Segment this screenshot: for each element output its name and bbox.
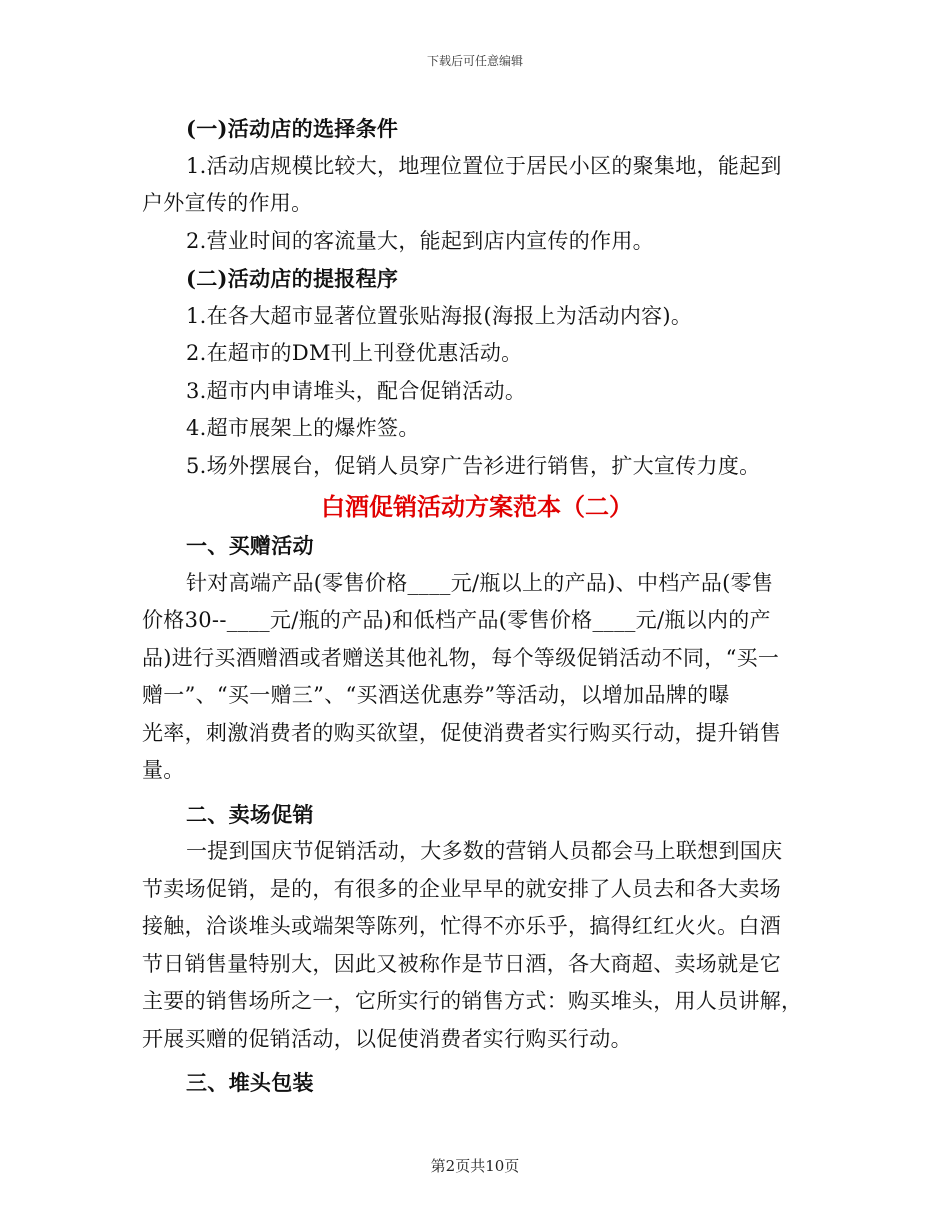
paragraph-line: 1.活动店规模比较大，地理位置位于居民小区的聚集地，能起到 — [186, 153, 782, 178]
page-header: 下载后可任意编辑 — [426, 54, 523, 68]
paragraph-line: 节卖场促销，是的，有很多的企业早早的就安排了人员去和各大卖场 — [142, 876, 781, 901]
section-heading: (二)活动店的提报程序 — [186, 266, 399, 291]
paragraph-line: 一提到国庆节促销活动，大多数的营销人员都会马上联想到国庆 — [186, 839, 783, 863]
paragraph-line: 赠一”、“买一赠三”、“买酒送优惠券”等活动，以增加品牌的曝 — [142, 683, 730, 707]
paragraph-line: 主要的销售场所之一，它所实行的销售方式：购买堆头，用人员讲解， — [142, 989, 803, 1013]
paragraph-line: 户外宣传的作用。 — [142, 191, 313, 215]
section-heading: 一、买赠活动 — [186, 533, 314, 558]
list-item: 3.超市内申请堆头，配合促销活动。 — [186, 378, 527, 403]
paragraph-line: 节日销售量特别大，因此又被称作是节日酒，各大商超、卖场就是它 — [142, 951, 781, 976]
document-body — [142, 110, 812, 1102]
document-title: 白酒促销活动方案范本（二） — [321, 492, 633, 521]
page-footer: 第2页共10页 — [430, 1157, 520, 1175]
paragraph-line: 量。 — [142, 758, 185, 782]
paragraph-line: 针对高端产品(零售价格____元/瓶以上的产品)、中档产品(零售 — [186, 570, 774, 595]
section-heading: 三、堆头包装 — [186, 1070, 314, 1095]
paragraph-line: 光率，刺激消费者的购买欲望，促使消费者实行购买行动，提升销售 — [142, 720, 781, 745]
paragraph-line: 开展买赠的促销活动，以促使消费者实行购买行动。 — [142, 1026, 632, 1051]
list-item: 4.超市展架上的爆炸签。 — [186, 416, 420, 440]
list-item: 5.场外摆展台，促销人员穿广告衫进行销售，扩大宣传力度。 — [186, 453, 761, 478]
section-heading: (一)活动店的选择条件 — [186, 116, 399, 141]
paragraph-line: 品)进行买酒赠酒或者赠送其他礼物，每个等级促销活动不同，“买一 — [142, 645, 780, 670]
paragraph-line: 2.营业时间的客流量大，能起到店内宣传的作用。 — [186, 228, 654, 253]
list-item: 1.在各大超市显著位置张贴海报(海报上为活动内容)。 — [186, 303, 693, 328]
section-heading: 二、卖场促销 — [186, 801, 314, 827]
list-item: 2.在超市的DM刊上刊登优惠活动。 — [186, 341, 523, 365]
paragraph-line: 接触，洽谈堆头或端架等陈列，忙得不亦乐乎，搞得红红火火。白酒 — [142, 914, 781, 938]
paragraph-line: 价格30--____元/瓶的产品)和低档产品(零售价格____元/瓶以内的产 — [142, 608, 771, 632]
